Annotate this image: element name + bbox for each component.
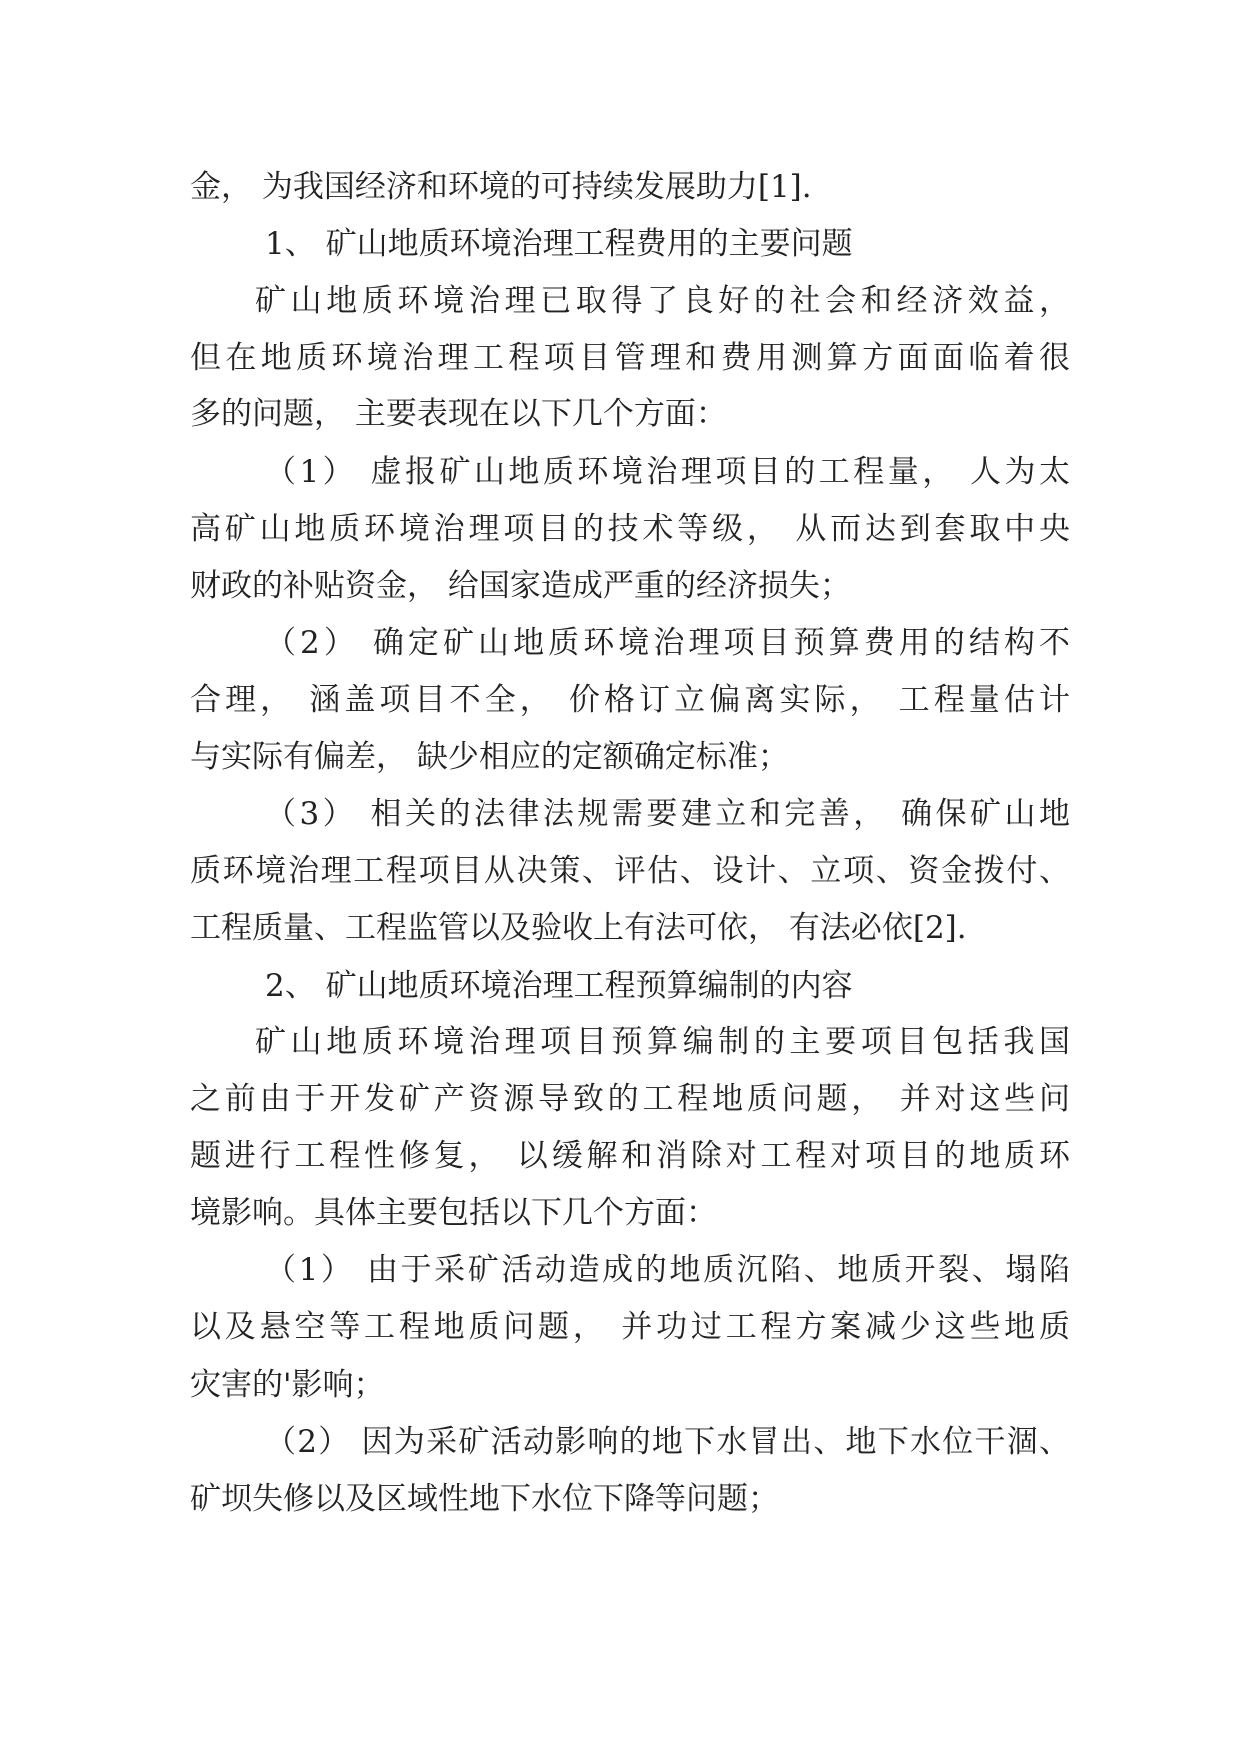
section-heading: 2、 矿山地质环境治理工程预算编制的内容: [265, 968, 853, 1004]
list-item-line: （2） 因为采矿活动影响的地下水冒出、地下水位干涸、: [265, 1424, 1070, 1460]
list-item-line: （3） 相关的法律法规需要建立和完善， 确保矿山地: [265, 796, 1070, 832]
list-item-line: 与实际有偏差， 缺少相应的定额确定标准；: [190, 739, 789, 775]
list-item-line: 矿坝失修以及区域性地下水位下降等问题；: [190, 1481, 779, 1517]
list-item-line: （1） 虚报矿山地质环境治理项目的工程量， 人为太: [265, 454, 1070, 490]
paragraph-line: 多的问题， 主要表现在以下几个方面：: [190, 396, 727, 432]
paragraph-line: 题进行工程性修复， 以缓解和消除对工程对项目的地质环: [190, 1138, 1070, 1174]
list-item-line: （2） 确定矿山地质环境治理项目预算费用的结构不: [265, 625, 1070, 661]
list-item-line: 合理， 涵盖项目不全， 价格订立偏离实际， 工程量估计: [190, 682, 1070, 718]
paragraph-line: 矿山地质环境治理已取得了良好的社会和经济效益，: [255, 283, 1070, 319]
paragraph-line: 但在地质环境治理工程项目管理和费用测算方面面临着很: [190, 340, 1070, 376]
list-item-line: 工程质量、工程监管以及验收上有法可依， 有法必依[2].: [190, 910, 967, 946]
list-item-line: 财政的补贴资金， 给国家造成严重的经济损失；: [190, 568, 851, 604]
paragraph-line: 境影响。具体主要包括以下几个方面：: [190, 1195, 717, 1231]
paragraph-line: 之前由于开发矿产资源导致的工程地质问题， 并对这些问: [190, 1081, 1070, 1117]
list-item-line: 高矿山地质环境治理项目的技术等级， 从而达到套取中央: [190, 511, 1070, 547]
paragraph-line: 矿山地质环境治理项目预算编制的主要项目包括我国: [255, 1024, 1070, 1060]
section-heading: 1、 矿山地质环境治理工程费用的主要问题: [265, 226, 853, 262]
list-item-line: 以及悬空等工程地质问题， 并功过工程方案减少这些地质: [190, 1309, 1070, 1345]
paragraph-line: 金， 为我国经济和环境的可持续发展助力[1].: [190, 169, 812, 205]
list-item-line: （1） 由于采矿活动造成的地质沉陷、地质开裂、塌陷: [265, 1252, 1070, 1288]
list-item-line: 质环境治理工程项目从决策、评估、设计、立项、资金拨付、: [190, 853, 1070, 889]
list-item-line: 灾害的'影响；: [190, 1367, 385, 1403]
